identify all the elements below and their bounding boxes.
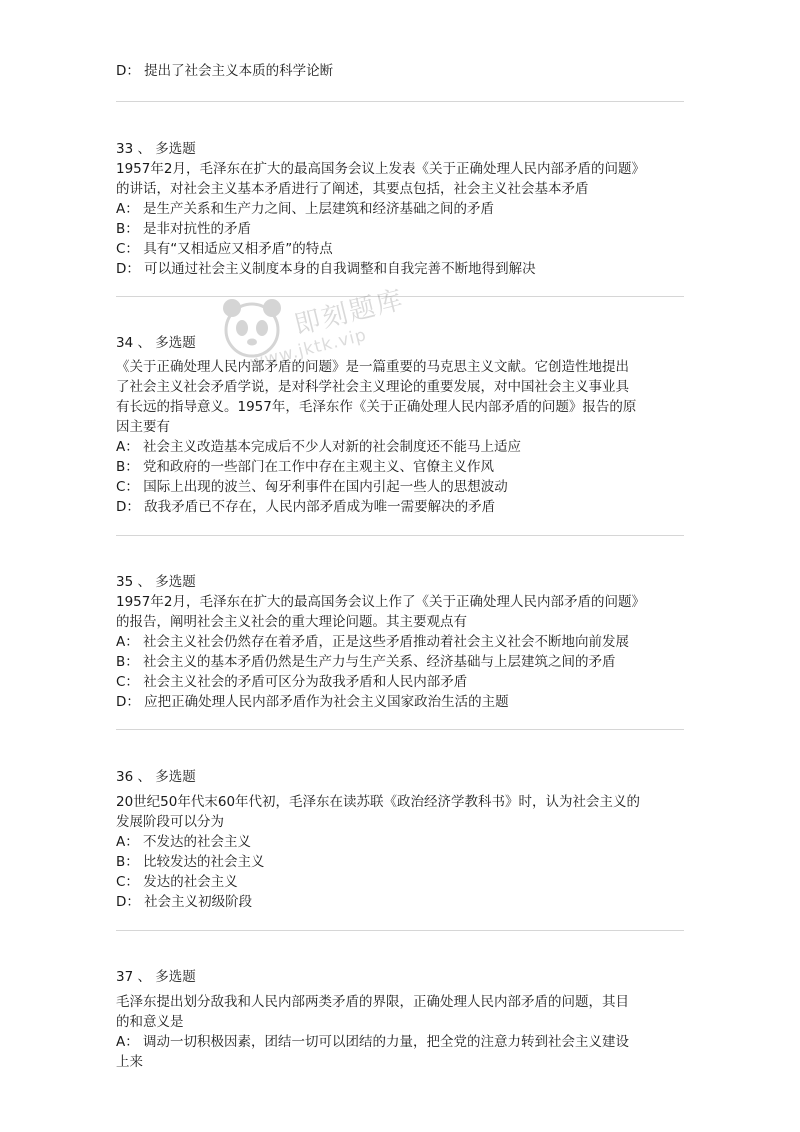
question-stem-line: 1957年2月，毛泽东在扩大的最高国务会议上作了《关于正确处理人民内部矛盾的问题》 (116, 594, 645, 610)
option-b: B： 党和政府的一些部门在工作中存在主观主义、官僚主义作风 (116, 459, 495, 475)
divider (116, 535, 684, 536)
divider (116, 729, 684, 730)
option-c: C： 具有“又相适应又相矛盾”的特点 (116, 241, 333, 257)
watermark-text: 即刻题库 (291, 284, 408, 341)
divider (116, 296, 684, 297)
question-stem-line: 因主要有 (116, 419, 170, 435)
option-a: A： 不发达的社会主义 (116, 834, 252, 850)
question-stem-line: 有长远的指导意义。1957年，毛泽东作《关于正确处理人民内部矛盾的问题》报告的原 (116, 399, 637, 415)
question-header: 37 、 多选题 (116, 969, 196, 985)
option-d: D： 应把正确处理人民内部矛盾作为社会主义国家政治生活的主题 (116, 694, 509, 710)
option-a: A： 是生产关系和生产力之间、上层建筑和经济基础之间的矛盾 (116, 201, 495, 217)
option-a: A： 社会主义社会仍然存在着矛盾，正是这些矛盾推动着社会主义社会不断地向前发展 (116, 634, 630, 650)
divider (116, 101, 684, 102)
option-d: D： 敌我矛盾已不存在，人民内部矛盾成为唯一需要解决的矛盾 (116, 499, 496, 515)
divider (116, 930, 684, 931)
option-d: D： 社会主义初级阶段 (116, 894, 253, 910)
option-b: B： 是非对抗性的矛盾 (116, 221, 252, 237)
question-stem-line: 《关于正确处理人民内部矛盾的问题》是一篇重要的马克思主义文献。它创造性地提出 (116, 359, 629, 375)
option-b: B： 比较发达的社会主义 (116, 854, 265, 870)
question-header: 33 、 多选题 (116, 141, 196, 157)
question-stem-line: 的讲话，对社会主义基本矛盾进行了阐述，其要点包括，社会主义社会基本矛盾 (116, 181, 589, 197)
question-stem-line: 发展阶段可以分为 (116, 814, 224, 830)
question-stem-line: 的和意义是 (116, 1014, 184, 1030)
option-d: D： 提出了社会主义本质的科学论断 (116, 63, 334, 79)
question-stem-line: 的报告，阐明社会主义社会的重大理论问题。其主要观点有 (116, 614, 467, 630)
question-header: 34 、 多选题 (116, 335, 196, 351)
question-stem-line: 了社会主义社会矛盾学说，是对科学社会主义理论的重要发展，对中国社会主义事业具 (116, 379, 629, 395)
option-c: C： 国际上出现的波兰、匈牙利事件在国内引起一些人的思想波动 (116, 479, 508, 495)
question-header: 35 、 多选题 (116, 574, 196, 590)
option-b: B： 社会主义的基本矛盾仍然是生产力与生产关系、经济基础与上层建筑之间的矛盾 (116, 654, 616, 670)
question-stem-line: 20世纪50年代末60年代初，毛泽东在读苏联《政治经济学教科书》时，认为社会主义的 (116, 794, 641, 810)
option-c: C： 社会主义社会的矛盾可区分为敌我矛盾和人民内部矛盾 (116, 674, 468, 690)
watermark-url: www.jktk.vip (248, 325, 369, 374)
question-header: 36 、 多选题 (116, 769, 196, 785)
option-d: D： 可以通过社会主义制度本身的自我调整和自我完善不断地得到解决 (116, 261, 536, 277)
option-a: A： 社会主义改造基本完成后不少人对新的社会制度还不能马上适应 (116, 439, 522, 455)
option-a-continuation: 上来 (116, 1054, 143, 1070)
question-stem-line: 1957年2月，毛泽东在扩大的最高国务会议上发表《关于正确处理人民内部矛盾的问题》 (116, 161, 645, 177)
question-stem-line: 毛泽东提出划分敌我和人民内部两类矛盾的界限，正确处理人民内部矛盾的问题，其目 (116, 994, 629, 1010)
option-a: A： 调动一切积极因素，团结一切可以团结的力量，把全党的注意力转到社会主义建设 (116, 1034, 630, 1050)
option-c: C： 发达的社会主义 (116, 874, 238, 890)
